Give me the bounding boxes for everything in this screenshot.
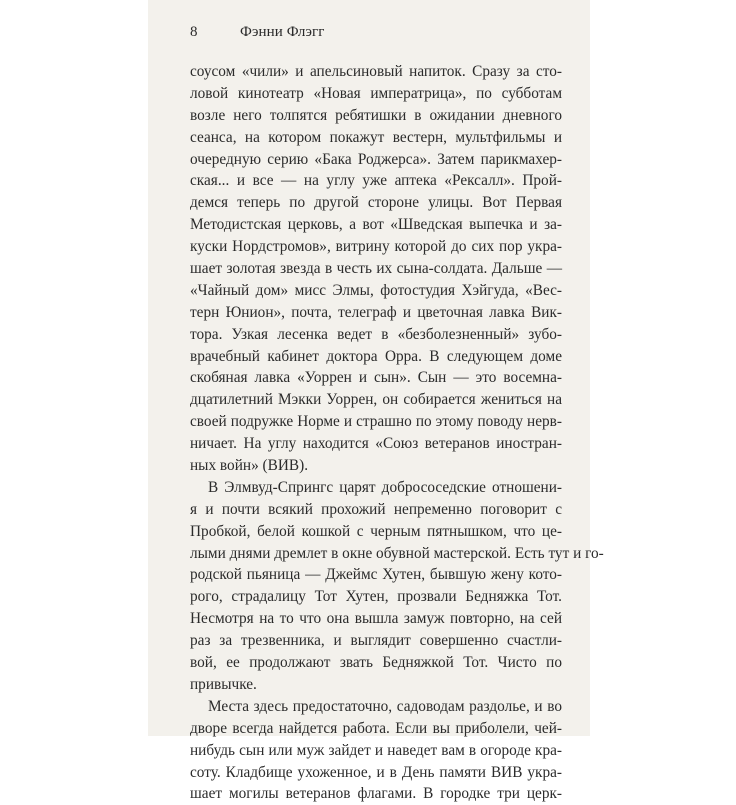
text-line: соту. Кладбище ухоженное, и в День памяти ВИВ укра- xyxy=(190,763,562,781)
text-line: сеанса, на котором покажут вестерн, мультфильмы и xyxy=(190,128,562,146)
body-text xyxy=(190,61,604,805)
text-line: дцатилетний Мэкки Уоррен, он собирается жениться на xyxy=(190,391,562,409)
paragraph-start-line: В Элмвуд-Спрингс царят добрососедские отношени- xyxy=(208,478,562,496)
text-line: терн Юнион», почта, телеграф и цветочная лавка Вик- xyxy=(190,303,562,321)
text-line: тора. Узкая лесенка ведет в «безболезненный» зубо- xyxy=(190,325,562,343)
text-line: ничает. На углу находится «Союз ветеранов иностран- xyxy=(190,435,562,453)
text-line: ловой кинотеатр «Новая императрица», по субботам xyxy=(190,84,562,102)
text-line: Методистская церковь, а вот «Шведская выпечка и за- xyxy=(190,216,562,234)
text-line: раз за трезвенника, и выглядит совершенно счастли- xyxy=(190,632,562,650)
running-head-author: Фэнни Флэгг xyxy=(240,24,325,40)
text-line: родской пьяница — Джеймс Хутен, бывшую жену кото- xyxy=(190,566,562,584)
text-line: шает могилы ветеранов флагами. В городке три церк- xyxy=(190,785,562,803)
text-line: очередную серию «Бака Роджерса». Затем парикмахер- xyxy=(190,150,562,168)
text-line: Несмотря на то что она вышла замуж повторно, на сей xyxy=(190,610,562,628)
text-line: врачебный кабинет доктора Орра. В следующем доме xyxy=(190,347,562,365)
text-line: «Чайный дом» мисс Элмы, фотостудия Хэйгуда, «Вес- xyxy=(190,281,562,299)
text-line: я и почти всякий прохожий непременно поговорит с xyxy=(190,500,562,518)
text-line: лыми днями дремлет в окне обувной мастерской. Есть тут и го- xyxy=(190,544,604,562)
text-line: соусом «чили» и апельсиновый напиток. Сразу за сто- xyxy=(190,63,562,80)
text-line: нибудь сын или муж зайдет и наведет вам в огороде кра- xyxy=(190,741,562,759)
text-line: демся теперь по другой стороне улицы. Вот Первая xyxy=(190,194,562,212)
running-head xyxy=(190,20,560,44)
text-line: ская... и все — на углу уже аптека «Рексалл». Прой- xyxy=(190,172,562,190)
text-line: вой, ее продолжают звать Бедняжкой Тот. Чисто по xyxy=(190,654,562,672)
text-line: своей подружке Норме и страшно по этому поводу нерв- xyxy=(190,413,562,431)
text-line: скобяная лавка «Уоррен и сын». Сын — это восемна- xyxy=(190,369,562,387)
paragraph-end-line: привычке. xyxy=(190,675,257,693)
paragraph-start-line: Места здесь предостаточно, садоводам раздолье, и во xyxy=(208,697,562,715)
text-line: Пробкой, белой кошкой с черным пятнышком, что це- xyxy=(190,522,562,540)
paragraph-end-line: ных войн» (ВИВ). xyxy=(190,457,309,475)
text-line: куски Нордстромов», витрину которой до сих пор укра- xyxy=(190,238,562,256)
text-line: рого, страдалицу Тот Хутен, прозвали Бедняжка Тот. xyxy=(190,588,562,606)
text-line: дворе всегда найдется работа. Если вы приболели, чей- xyxy=(190,719,562,737)
text-line: шает золотая звезда в честь их сына-солдата. Дальше — xyxy=(190,260,562,278)
page-number: 8 xyxy=(190,24,198,40)
text-line: возле него толпятся ребятишки в ожидании дневного xyxy=(190,106,562,124)
